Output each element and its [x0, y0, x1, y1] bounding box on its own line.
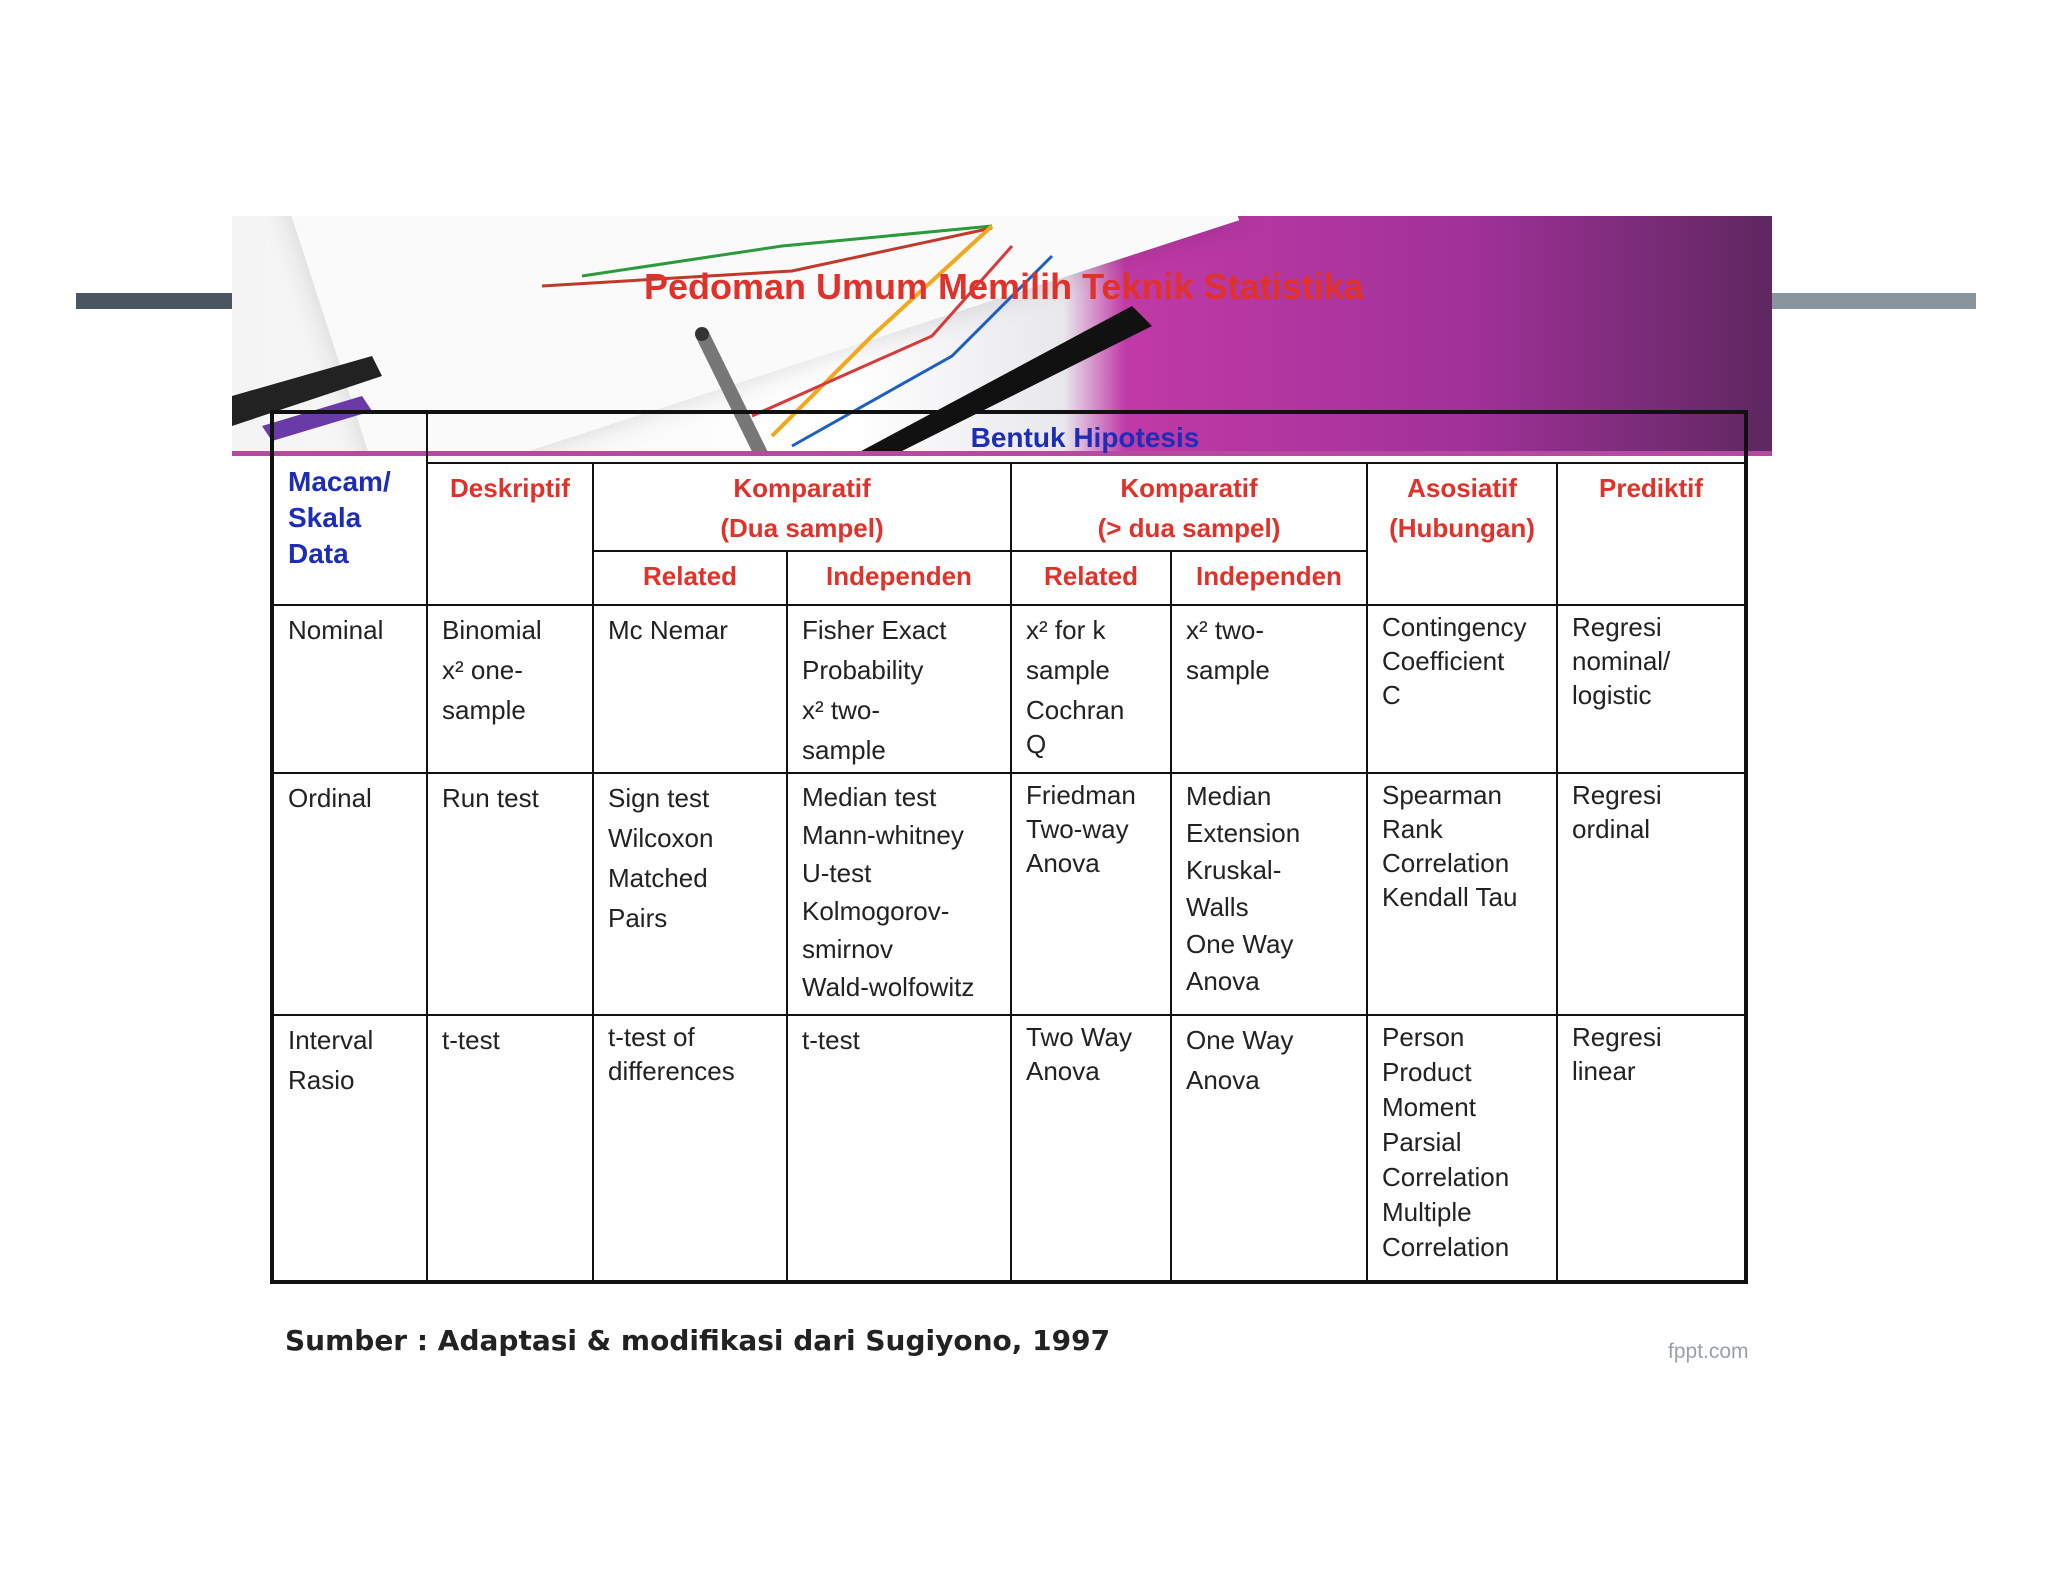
- row-header-title: Macam/ Skala Data: [288, 466, 391, 569]
- interval-lebih-related: Two Way Anova: [1026, 1022, 1132, 1086]
- nominal-lebih-independen: x² two- sample: [1186, 615, 1270, 685]
- interval-deskriptif: t-test: [442, 1025, 500, 1055]
- nominal-deskriptif: Binomial x² one- sample: [442, 615, 542, 725]
- nominal-lebih-related: x² for k sample Cochran Q: [1026, 615, 1125, 759]
- interval-prediktif: Regresi linear: [1572, 1022, 1662, 1086]
- slide-title: Pedoman Umum Memilih Teknik Statistika: [644, 266, 1364, 307]
- col-header-prediktif: Prediktif: [1598, 473, 1704, 503]
- interval-lebih-independen: One Way Anova: [1186, 1025, 1294, 1095]
- row-label-nominal: Nominal: [288, 615, 384, 645]
- subheader-independen-lebih: Independen: [1196, 561, 1342, 591]
- right-accent-bar: [1768, 293, 1976, 309]
- watermark-text: fppt.com: [1668, 1340, 1749, 1363]
- nominal-dua-independen: Fisher Exact Probability x² two- sample: [802, 615, 947, 765]
- statistics-technique-table: [270, 410, 1748, 1284]
- row-label-ordinal: Ordinal: [288, 783, 372, 813]
- interval-dua-related: t-test of differences: [608, 1022, 735, 1086]
- subheader-related-dua: Related: [643, 561, 737, 591]
- ordinal-dua-independen: Median test Mann-whitney U-test Kolmogorov- smirnov Wald-wolfowitz: [802, 782, 975, 1002]
- source-citation: Sumber : Adaptasi & modifikasi dari Sugiyono, 1997: [285, 1324, 1111, 1357]
- interval-asosiatif: Person Product Moment Parsial Correlation Multiple Correlation: [1382, 1022, 1510, 1262]
- nominal-dua-related: Mc Nemar: [608, 615, 728, 645]
- col-header-deskriptif: Deskriptif: [450, 473, 570, 503]
- nominal-prediktif: Regresi nominal/ logistic: [1572, 612, 1671, 710]
- ordinal-lebih-related: Friedman Two-way Anova: [1026, 780, 1136, 878]
- col-header-asosiatif: Asosiatif (Hubungan): [1389, 473, 1535, 543]
- interval-dua-independen: t-test: [802, 1025, 860, 1055]
- group-header-bentuk-hipotesis: Bentuk Hipotesis: [970, 422, 1200, 453]
- subheader-independen-dua: Independen: [826, 561, 972, 591]
- ordinal-deskriptif: Run test: [442, 783, 539, 813]
- ordinal-asosiatif: Spearman Rank Correlation Kendall Tau: [1382, 780, 1518, 912]
- ordinal-prediktif: Regresi ordinal: [1572, 780, 1662, 844]
- col-header-komparatif-dua: Komparatif (Dua sampel): [720, 473, 884, 543]
- subheader-related-lebih: Related: [1044, 561, 1138, 591]
- col-header-komparatif-lebih: Komparatif (> dua sampel): [1097, 473, 1281, 543]
- left-accent-bar: [76, 293, 234, 309]
- nominal-asosiatif: Contingency Coefficient C: [1382, 612, 1527, 710]
- ordinal-lebih-independen: Median Extension Kruskal- Walls One Way Anova: [1186, 781, 1301, 996]
- ordinal-dua-related: Sign test Wilcoxon Matched Pairs: [608, 783, 714, 933]
- row-label-interval-rasio: Interval Rasio: [288, 1025, 374, 1095]
